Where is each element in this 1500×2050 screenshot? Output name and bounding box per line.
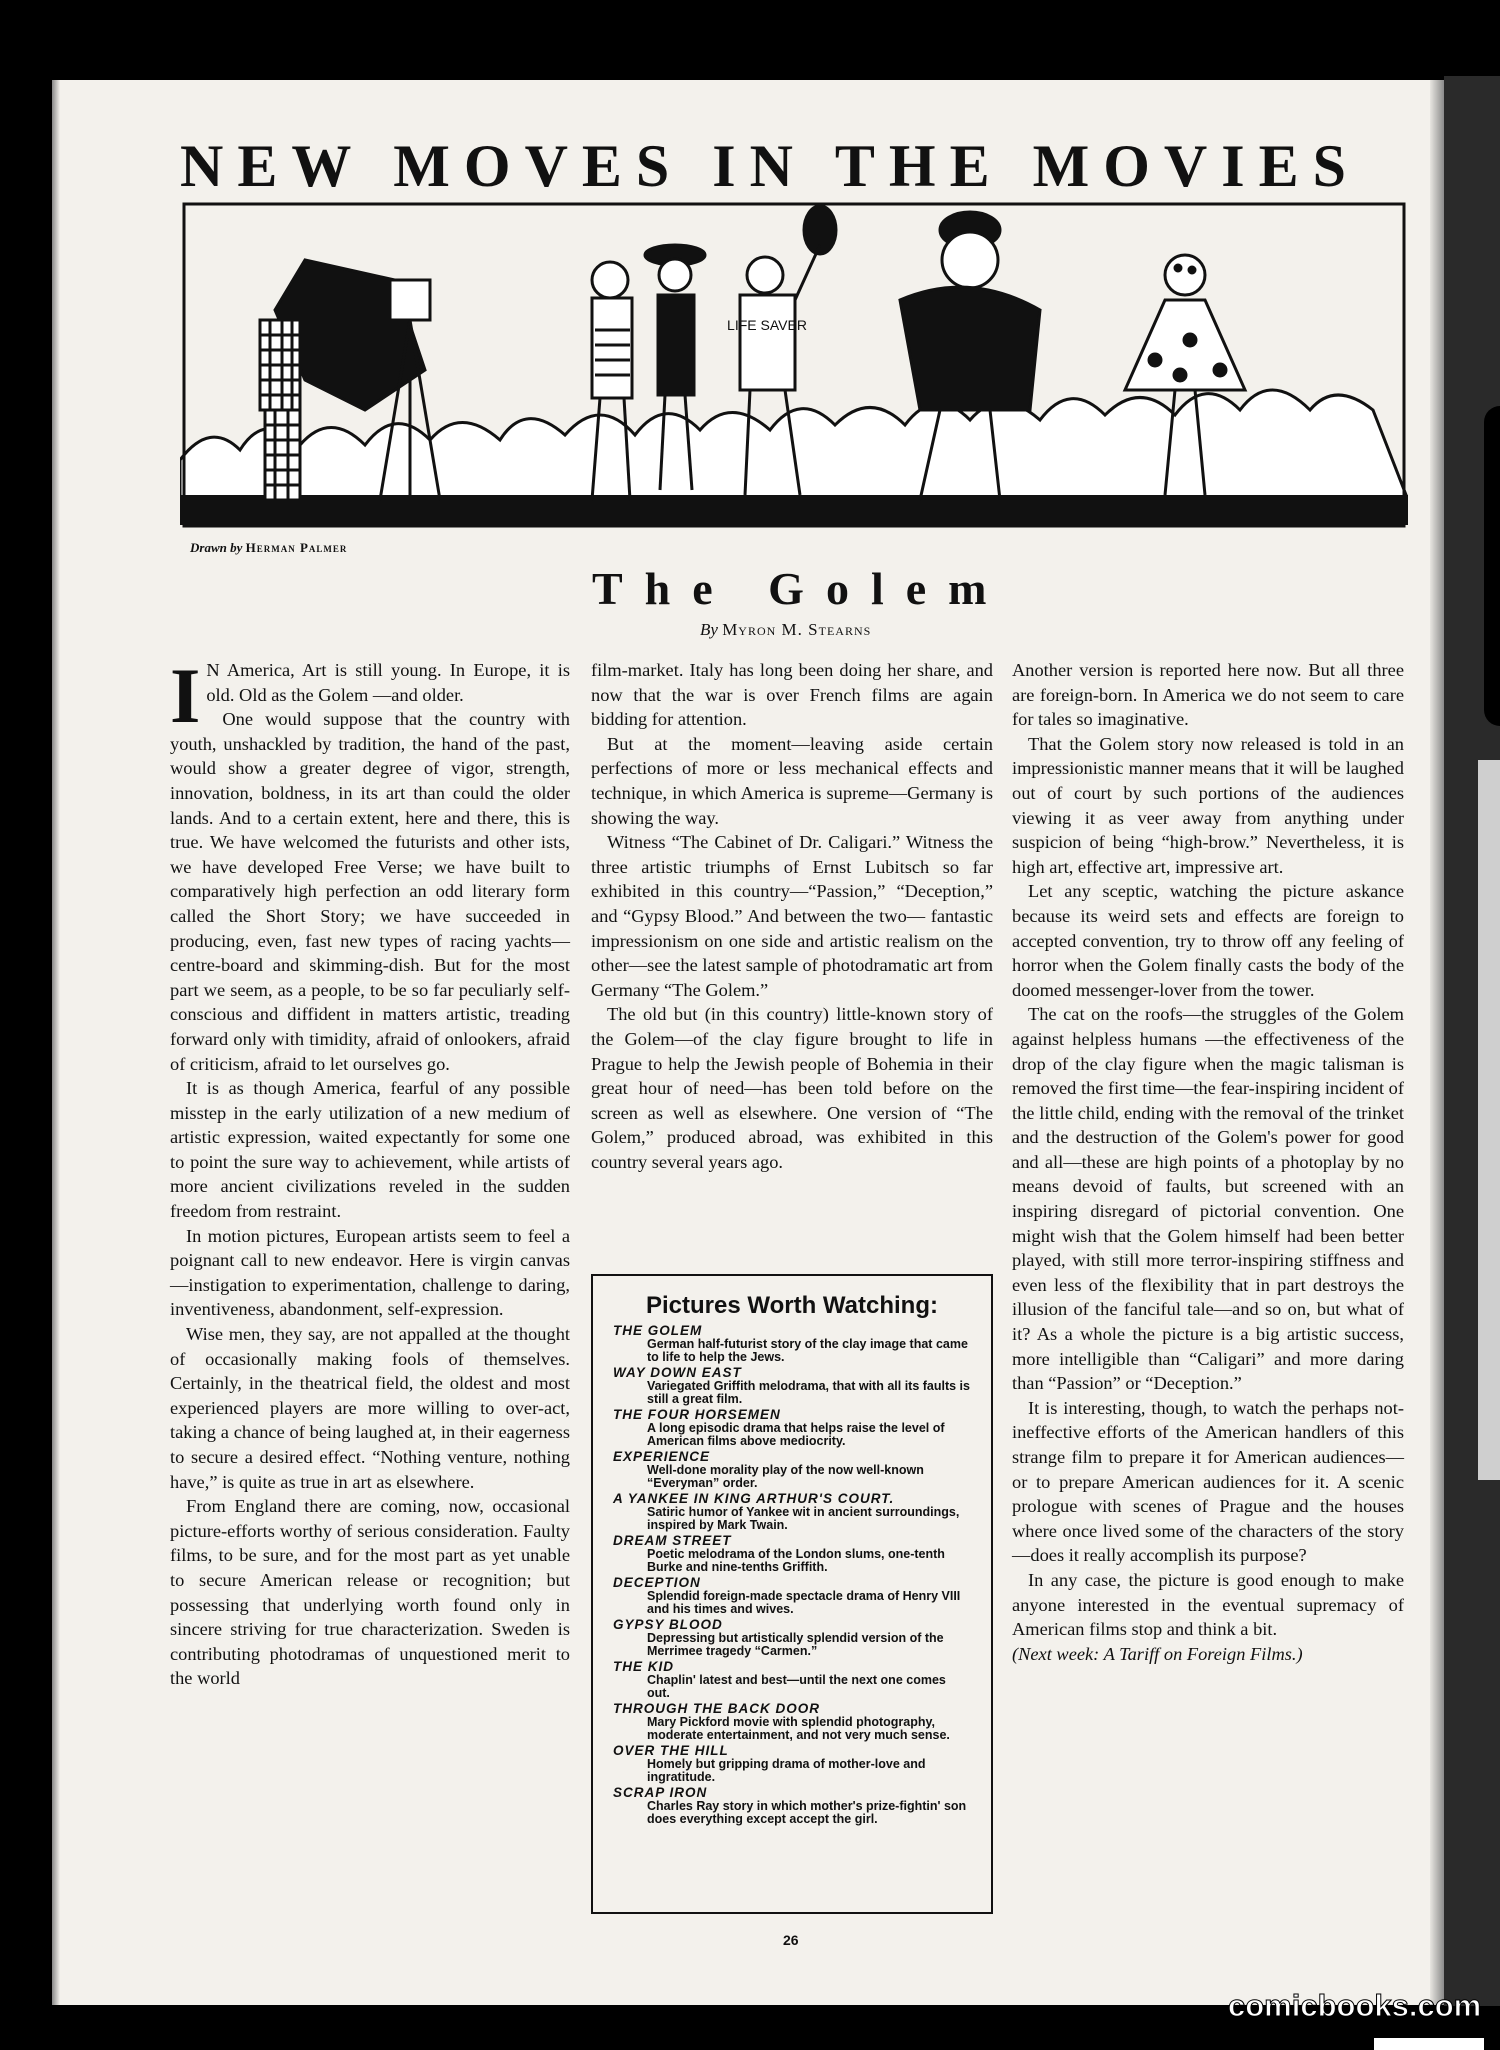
paragraph: Let any sceptic, watching the picture askance because its weird sets and effects are foreign to accepted convention, try to throw off any feeling of horror when the Golem finally casts the body of the doomed messenger-lover from the tower.	[1012, 881, 1404, 1000]
film-title: DREAM STREET	[613, 1533, 732, 1548]
film-description: German half-futurist story of the clay image that came to life to help the Jews.	[647, 1337, 968, 1364]
paragraph: In motion pictures, European artists seem to feel a poignant call to new endeavor. Here is virgin canvas—instigation to experimentation, challenge to daring, inventiveness, abandonment, self-expression.	[170, 1225, 570, 1320]
sidebar-item	[613, 1618, 971, 1658]
film-description: Splendid foreign-made spectacle drama of Henry VIII and his times and wives.	[647, 1589, 961, 1616]
sidebar-item	[613, 1702, 971, 1742]
paragraph: It is interesting, though, to watch the perhaps not-ineffective efforts of the American handlers of this strange film to prepare it for American audiences—or to prepare American audiences for it. A scenic prologue with scenes of Prague and the houses where once lived some of the characters of the story—does it really accomplish its purpose?	[1012, 1397, 1404, 1566]
corner-tag	[1374, 2038, 1484, 2050]
sidebar-item	[613, 1408, 971, 1448]
paragraph: Witness “The Cabinet of Dr. Caligari.” Witness the three artistic triumphs of Ernst Lubitsch so far exhibited in this country—“Passion,” “Deception,” and “Gypsy Blood.” And between the two— fantastic impressionism on one side and artistic realism on the other—see the latest sample of photodramatic art from Germany “The Golem.”	[591, 832, 993, 1000]
paragraph: But at the moment—leaving aside certain perfections of more or less mechanical effects and technique, in which America is supreme—Germany is showing the way.	[591, 733, 993, 828]
paragraph: One would suppose that the country with youth, unshackled by tradition, the hand of the past, would show a greater degree of vigor, strength, innovation, boldness, in its art than could the older lands. And to a certain extent, here and there, this is true. We have welcomed the futurists and other ists, we have developed Free Verse; we have built to comparatively high perfection an odd literary form called the Short Story; we have succeeded in producing, even, fast new types of racing yachts— centre-board and skimming-dish. But for the most part we seem, as a people, to be so far peculiarly self-conscious and diffident in matters artistic, treading forward only with timidity, afraid of onlookers, afraid of criticism, afraid to let ourselves go.	[170, 709, 570, 1074]
watermark: comicbooks.com	[1228, 1988, 1482, 2023]
sidebar-item	[613, 1492, 971, 1532]
film-title: WAY DOWN EAST	[613, 1365, 742, 1380]
drop-cap: I	[170, 652, 201, 739]
shirt-text: LIFE SAVER	[727, 317, 807, 333]
paragraph: N America, Art is still young. In Europe, it is old. Old as the Golem —and older.	[206, 660, 570, 705]
film-title: THROUGH THE BACK DOOR	[613, 1701, 820, 1716]
paragraph: That the Golem story now released is told in an impressionistic manner means that it will be laughed out of court by such portions of the audiences viewing it as veer away from anything under suspicion of being “high-brow.” Nevertheless, it is high art, effective art, impressive art.	[1012, 733, 1404, 877]
pictures-worth-watching-box	[591, 1274, 993, 1914]
sidebar-item	[613, 1576, 971, 1616]
next-page-photo-strip	[1478, 760, 1500, 1480]
page-number: 26	[783, 1932, 799, 1948]
sidebar-item	[613, 1450, 971, 1490]
film-title: THE KID	[613, 1659, 674, 1674]
article-column-2	[591, 658, 993, 1174]
sidebar-item	[613, 1744, 971, 1784]
page-edge-shadow	[52, 80, 60, 2005]
paragraph: In any case, the picture is good enough to make anyone interested in the eventual supremacy of American films stop and think a bit.	[1012, 1569, 1404, 1640]
film-description: Chaplin' latest and best—until the next one comes out.	[647, 1673, 946, 1700]
article-title: The Golem	[592, 563, 1009, 614]
credit-prefix: Drawn by	[190, 540, 243, 555]
film-description: Homely but gripping drama of mother-love and ingratitude.	[647, 1757, 926, 1784]
illustration-credit	[190, 540, 347, 556]
paragraph: The cat on the roofs—the struggles of the Golem against helpless humans —the effectiveness of the drop of the clay figure when the magic talisman is removed the first time—the fear-inspiring incident of the little child, ending with the removal of the trinket and the destruction of the Golem's power for good and all—these are high points of a photoplay by no means devoid of faults, but screened with an inspiring disregard of pictorial convention. One might wish that the Golem himself had been better played, with still more terror-inspiring stiffness and even less of the flexibility that in part destroys the illusion of the fanciful tale—and so on, but what of it? As a whole the picture is a big artistic success, more intelligible than “Caligari” and more daring than “Passion” or “Deception.”	[1012, 1004, 1404, 1394]
paragraph: Wise men, they say, are not appalled at the thought of occasionally making fools of themselves. Certainly, in the theatrical field, the oldest and most experienced players are more willing to over-act, taking a chance of being laughed at, in their eagerness to secure a desired effect. “Nothing venture, nothing have,” is quite as true in art as elsewhere.	[170, 1324, 570, 1492]
film-description: Variegated Griffith melodrama, that with all its faults is still a great film.	[647, 1379, 970, 1406]
film-description: Mary Pickford movie with splendid photography, moderate entertainment, and not very much sense.	[647, 1715, 950, 1742]
sidebar-item	[613, 1786, 971, 1826]
film-title: DECEPTION	[613, 1575, 701, 1590]
article-column-1	[170, 652, 570, 1691]
ground-band	[180, 495, 1408, 525]
paragraph: From England there are coming, now, occasional picture-efforts worthy of serious consideration. Faulty films, to be sure, and for the most part as yet unable to secure American release or recognition; but possessing that underlying worth found only in sincere striving for true characterization. Sweden is contributing photodramas of unquestioned merit to the world	[170, 1496, 570, 1689]
film-description: A long episodic drama that helps raise the level of American films above mediocrity.	[647, 1421, 945, 1448]
sidebar-item	[613, 1366, 971, 1406]
film-description: Depressing but artistically splendid version of the Merrimee tragedy “Carmen.”	[647, 1631, 944, 1658]
sidebar-item	[613, 1534, 971, 1574]
paragraph: Another version is reported here now. But all three are foreign-born. In America we do not seem to care for tales so imaginative.	[1012, 660, 1404, 730]
film-description: Charles Ray story in which mother's prize-fightin' son does everything except accept the girl.	[647, 1799, 967, 1826]
byline-prefix: By	[700, 620, 718, 639]
credit-name: Herman Palmer	[245, 540, 348, 555]
next-page-shape	[1484, 406, 1500, 726]
film-title: EXPERIENCE	[613, 1449, 711, 1464]
film-description: Satiric humor of Yankee wit in ancient surroundings, inspired by Mark Twain.	[647, 1505, 960, 1532]
film-title: OVER THE HILL	[613, 1743, 729, 1758]
next-week-note: (Next week: A Tariff on Foreign Films.)	[1012, 1643, 1303, 1664]
cartoon-illustration	[180, 200, 1408, 530]
byline	[700, 620, 871, 640]
film-description: Poetic melodrama of the London slums, one-tenth Burke and nine-tenths Griffith.	[647, 1547, 945, 1574]
film-title: SCRAP IRON	[613, 1785, 708, 1800]
paragraph: film-market. Italy has long been doing her share, and now that the war is over French films are again bidding for attention.	[591, 660, 993, 730]
film-title: A YANKEE IN KING ARTHUR'S COURT.	[613, 1491, 895, 1506]
film-title: THE FOUR HORSEMEN	[613, 1407, 781, 1422]
film-description: Well-done morality play of the now well-known “Everyman” order.	[647, 1463, 924, 1490]
sidebar-item	[613, 1324, 971, 1364]
sidebar-item	[613, 1660, 971, 1700]
sidebar-list	[613, 1324, 971, 1826]
sidebar-title: Pictures Worth Watching:	[645, 1292, 938, 1319]
film-title: THE GOLEM	[613, 1323, 703, 1338]
article-column-3	[1012, 658, 1404, 1666]
paragraph: The old but (in this country) little-known story of the Golem—of the clay figure brought to life in Prague to help the Jewish people of Bohemia in their great hour of need—has been told before on the screen as well as elsewhere. One version of “The Golem,” produced abroad, was exhibited in this country several years ago.	[591, 1004, 993, 1172]
author-name: Myron M. Stearns	[722, 620, 872, 639]
paragraph: It is as though America, fearful of any possible misstep in the early utilization of a new medium of artistic expression, waited expectantly for some one to point the sure way to achievement, while artists of more ancient civilizations reveled in the sudden freedom from restraint.	[170, 1078, 570, 1222]
film-title: GYPSY BLOOD	[613, 1617, 723, 1632]
headline: NEW MOVES IN THE MOVIES	[180, 133, 1360, 199]
